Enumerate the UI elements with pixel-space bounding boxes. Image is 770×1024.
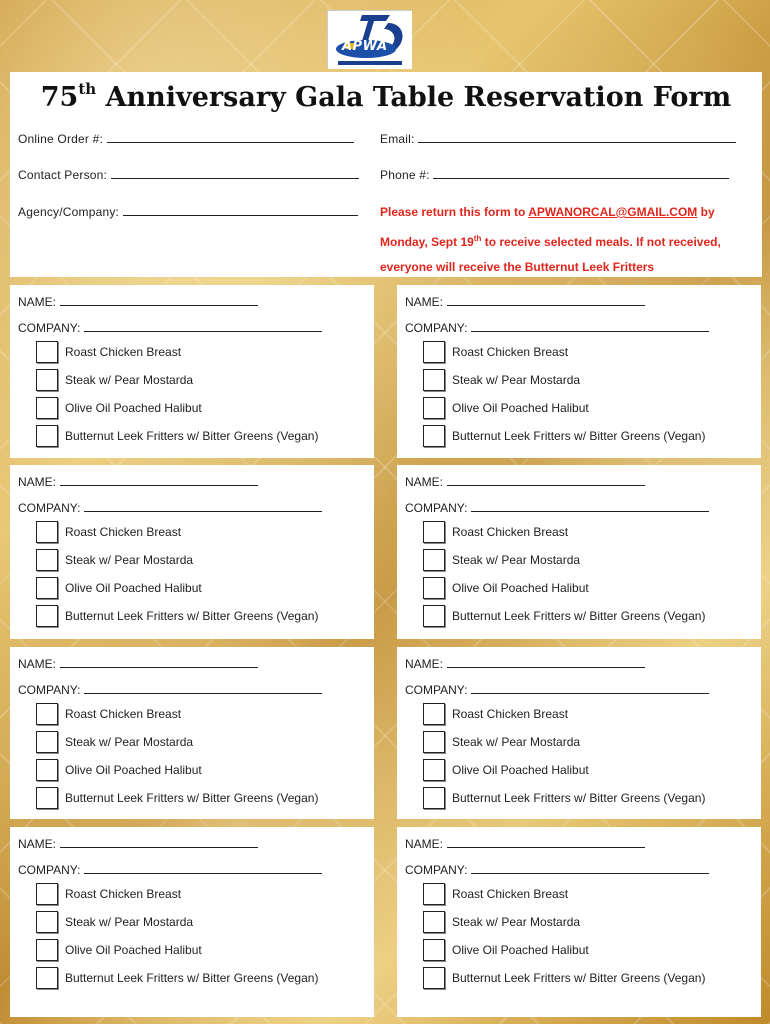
meal-option-label: Butternut Leek Fritters w/ Bitter Greens (Vegan) bbox=[452, 971, 706, 985]
meal-option-label: Roast Chicken Breast bbox=[452, 707, 569, 721]
guest-company-line[interactable] bbox=[471, 322, 709, 332]
phone-field[interactable] bbox=[380, 168, 729, 182]
contact-person-field[interactable] bbox=[18, 168, 359, 182]
guest-card bbox=[397, 647, 761, 819]
guest-name-label: NAME: bbox=[405, 295, 444, 309]
meal-checkbox[interactable] bbox=[36, 967, 58, 989]
meal-option-label: Roast Chicken Breast bbox=[452, 525, 569, 539]
meal-checkbox[interactable] bbox=[36, 911, 58, 933]
online-order-line[interactable] bbox=[107, 133, 354, 143]
meal-checkbox[interactable] bbox=[36, 549, 58, 571]
guest-name-field[interactable] bbox=[405, 837, 645, 851]
meal-checkbox[interactable] bbox=[36, 939, 58, 961]
meal-option-label: Olive Oil Poached Halibut bbox=[65, 763, 202, 777]
guest-name-label: NAME: bbox=[18, 295, 57, 309]
meal-checkbox[interactable] bbox=[423, 703, 445, 725]
meal-option-label: Steak w/ Pear Mostarda bbox=[65, 915, 194, 929]
guest-name-field[interactable] bbox=[405, 657, 645, 671]
guest-company-field[interactable] bbox=[18, 863, 322, 877]
meal-option[interactable] bbox=[423, 340, 568, 364]
form-title: 75th Anniversary Gala Table Reservation Form bbox=[40, 80, 732, 113]
guest-company-line[interactable] bbox=[84, 864, 322, 874]
guest-company-field[interactable] bbox=[18, 501, 322, 515]
meal-checkbox[interactable] bbox=[423, 731, 445, 753]
guest-card bbox=[10, 465, 374, 639]
guest-company-label: COMPANY: bbox=[405, 683, 468, 697]
guest-company-line[interactable] bbox=[471, 684, 709, 694]
guest-name-line[interactable] bbox=[447, 838, 645, 848]
guest-company-field[interactable] bbox=[405, 683, 709, 697]
meal-checkbox[interactable] bbox=[423, 787, 445, 809]
meal-option-label: Roast Chicken Breast bbox=[65, 707, 182, 721]
meal-option-label: Roast Chicken Breast bbox=[65, 887, 182, 901]
guest-name-field[interactable] bbox=[18, 475, 258, 489]
meal-option[interactable] bbox=[36, 424, 318, 448]
meal-option[interactable] bbox=[423, 424, 705, 448]
meal-checkbox[interactable] bbox=[423, 341, 445, 363]
meal-option-label: Butternut Leek Fritters w/ Bitter Greens (Vegan) bbox=[65, 429, 319, 443]
meal-option[interactable] bbox=[423, 730, 580, 754]
meal-option[interactable] bbox=[36, 604, 318, 628]
meal-checkbox[interactable] bbox=[423, 911, 445, 933]
guest-card bbox=[397, 827, 761, 1017]
meal-option-label: Steak w/ Pear Mostarda bbox=[65, 373, 194, 387]
meal-option-label: Olive Oil Poached Halibut bbox=[452, 763, 589, 777]
meal-checkbox[interactable] bbox=[423, 425, 445, 447]
meal-checkbox[interactable] bbox=[36, 759, 58, 781]
meal-option[interactable] bbox=[423, 786, 705, 810]
meal-option[interactable] bbox=[423, 758, 589, 782]
meal-option[interactable] bbox=[423, 966, 705, 990]
guest-card bbox=[397, 285, 761, 458]
meal-option-label: Roast Chicken Breast bbox=[452, 345, 569, 359]
meal-checkbox[interactable] bbox=[36, 341, 58, 363]
guest-company-label: COMPANY: bbox=[18, 501, 81, 515]
guest-company-line[interactable] bbox=[84, 502, 322, 512]
agency-line[interactable] bbox=[123, 206, 358, 216]
guest-name-line[interactable] bbox=[447, 296, 645, 306]
meal-option[interactable] bbox=[423, 882, 568, 906]
meal-option-label: Steak w/ Pear Mostarda bbox=[452, 373, 581, 387]
email-label: Email: bbox=[380, 132, 415, 146]
meal-option[interactable] bbox=[423, 604, 705, 628]
guest-company-field[interactable] bbox=[18, 321, 322, 335]
meal-option[interactable] bbox=[423, 368, 580, 392]
meal-option[interactable] bbox=[423, 548, 580, 572]
guest-company-field[interactable] bbox=[405, 321, 709, 335]
meal-option[interactable] bbox=[36, 548, 193, 572]
guest-company-field[interactable] bbox=[405, 863, 709, 877]
guest-card bbox=[10, 827, 374, 1017]
meal-option-label: Roast Chicken Breast bbox=[65, 525, 182, 539]
meal-checkbox[interactable] bbox=[36, 369, 58, 391]
guest-name-label: NAME: bbox=[405, 837, 444, 851]
guest-company-label: COMPANY: bbox=[405, 501, 468, 515]
meal-checkbox[interactable] bbox=[36, 605, 58, 627]
meal-option[interactable] bbox=[36, 396, 202, 420]
meal-option[interactable] bbox=[36, 340, 181, 364]
header-panel bbox=[10, 72, 762, 277]
guest-name-field[interactable] bbox=[405, 295, 645, 309]
meal-option-label: Roast Chicken Breast bbox=[452, 887, 569, 901]
contact-person-label: Contact Person: bbox=[18, 168, 108, 182]
meal-option-label: Olive Oil Poached Halibut bbox=[452, 943, 589, 957]
meal-checkbox[interactable] bbox=[423, 939, 445, 961]
email-line[interactable] bbox=[418, 133, 736, 143]
meal-option-label: Steak w/ Pear Mostarda bbox=[65, 735, 194, 749]
guest-company-label: COMPANY: bbox=[405, 863, 468, 877]
meal-checkbox[interactable] bbox=[36, 703, 58, 725]
meal-option[interactable] bbox=[423, 702, 568, 726]
guest-name-line[interactable] bbox=[60, 476, 258, 486]
agency-label: Agency/Company: bbox=[18, 205, 120, 219]
meal-checkbox[interactable] bbox=[36, 787, 58, 809]
guest-name-line[interactable] bbox=[60, 658, 258, 668]
meal-option-label: Butternut Leek Fritters w/ Bitter Greens (Vegan) bbox=[452, 609, 706, 623]
phone-label: Phone #: bbox=[380, 168, 430, 182]
guest-name-line[interactable] bbox=[447, 476, 645, 486]
guest-name-line[interactable] bbox=[447, 658, 645, 668]
meal-option-label: Butternut Leek Fritters w/ Bitter Greens (Vegan) bbox=[452, 429, 706, 443]
guest-company-line[interactable] bbox=[84, 684, 322, 694]
meal-option[interactable] bbox=[36, 938, 202, 962]
meal-option[interactable] bbox=[36, 910, 193, 934]
meal-checkbox[interactable] bbox=[423, 883, 445, 905]
phone-line[interactable] bbox=[433, 169, 729, 179]
meal-checkbox[interactable] bbox=[36, 521, 58, 543]
meal-checkbox[interactable] bbox=[423, 521, 445, 543]
meal-option[interactable] bbox=[36, 730, 193, 754]
meal-option[interactable] bbox=[36, 576, 202, 600]
meal-option-label: Steak w/ Pear Mostarda bbox=[452, 915, 581, 929]
meal-checkbox[interactable] bbox=[36, 731, 58, 753]
meal-checkbox[interactable] bbox=[36, 397, 58, 419]
meal-option-label: Butternut Leek Fritters w/ Bitter Greens (Vegan) bbox=[65, 971, 319, 985]
meal-option[interactable] bbox=[423, 910, 580, 934]
meal-checkbox[interactable] bbox=[423, 967, 445, 989]
meal-checkbox[interactable] bbox=[423, 577, 445, 599]
meal-option[interactable] bbox=[36, 882, 181, 906]
online-order-label: Online Order #: bbox=[18, 132, 104, 146]
meal-checkbox[interactable] bbox=[423, 369, 445, 391]
meal-option[interactable] bbox=[423, 396, 589, 420]
logo-text: APWA bbox=[342, 39, 388, 54]
guest-name-label: NAME: bbox=[405, 657, 444, 671]
meal-option[interactable] bbox=[36, 702, 181, 726]
meal-option-label: Olive Oil Poached Halibut bbox=[65, 581, 202, 595]
meal-checkbox[interactable] bbox=[36, 577, 58, 599]
meal-checkbox[interactable] bbox=[423, 549, 445, 571]
guest-name-label: NAME: bbox=[18, 475, 57, 489]
meal-option-label: Steak w/ Pear Mostarda bbox=[452, 553, 581, 567]
guest-card bbox=[10, 647, 374, 819]
guest-company-line[interactable] bbox=[84, 322, 322, 332]
meal-option-label: Olive Oil Poached Halibut bbox=[65, 401, 202, 415]
guest-name-field[interactable] bbox=[18, 657, 258, 671]
agency-field[interactable] bbox=[18, 205, 358, 219]
meal-option[interactable] bbox=[423, 576, 589, 600]
guest-card bbox=[397, 465, 761, 639]
meal-option[interactable] bbox=[36, 368, 193, 392]
meal-option[interactable] bbox=[36, 758, 202, 782]
guest-company-field[interactable] bbox=[405, 501, 709, 515]
guest-name-label: NAME: bbox=[18, 657, 57, 671]
meal-option[interactable] bbox=[36, 520, 181, 544]
guest-name-label: NAME: bbox=[18, 837, 57, 851]
guest-company-line[interactable] bbox=[471, 502, 709, 512]
meal-checkbox[interactable] bbox=[423, 397, 445, 419]
meal-option[interactable] bbox=[423, 520, 568, 544]
meal-checkbox[interactable] bbox=[423, 759, 445, 781]
meal-checkbox[interactable] bbox=[36, 425, 58, 447]
guest-company-line[interactable] bbox=[471, 864, 709, 874]
guest-name-field[interactable] bbox=[18, 837, 258, 851]
apwa-75-logo bbox=[327, 10, 411, 68]
meal-option-label: Steak w/ Pear Mostarda bbox=[65, 553, 194, 567]
guest-company-label: COMPANY: bbox=[405, 321, 468, 335]
meal-checkbox[interactable] bbox=[423, 605, 445, 627]
return-notice: Please return this form to APWANORCAL@GMAIL.COM by Monday, Sept 19th to receive selected meals. If not received, everyone will receive the Butternut Leek Fritters bbox=[380, 205, 721, 274]
contact-person-line[interactable] bbox=[111, 169, 359, 179]
contact-email-link[interactable]: APWANORCAL@GMAIL.COM bbox=[528, 205, 698, 219]
meal-option-label: Butternut Leek Fritters w/ Bitter Greens (Vegan) bbox=[65, 791, 319, 805]
meal-option[interactable] bbox=[423, 938, 589, 962]
online-order-field[interactable] bbox=[18, 132, 354, 146]
meal-option-label: Olive Oil Poached Halibut bbox=[452, 401, 589, 415]
guest-card bbox=[10, 285, 374, 458]
guest-company-field[interactable] bbox=[18, 683, 322, 697]
meal-option-label: Butternut Leek Fritters w/ Bitter Greens (Vegan) bbox=[452, 791, 706, 805]
email-field[interactable] bbox=[380, 132, 736, 146]
guest-name-field[interactable] bbox=[405, 475, 645, 489]
meal-checkbox[interactable] bbox=[36, 883, 58, 905]
guest-company-label: COMPANY: bbox=[18, 863, 81, 877]
guest-name-line[interactable] bbox=[60, 296, 258, 306]
meal-option-label: Olive Oil Poached Halibut bbox=[65, 943, 202, 957]
guest-name-line[interactable] bbox=[60, 838, 258, 848]
meal-option-label: Steak w/ Pear Mostarda bbox=[452, 735, 581, 749]
guest-company-label: COMPANY: bbox=[18, 683, 81, 697]
meal-option-label: Olive Oil Poached Halibut bbox=[452, 581, 589, 595]
meal-option[interactable] bbox=[36, 786, 318, 810]
meal-option[interactable] bbox=[36, 966, 318, 990]
meal-option-label: Roast Chicken Breast bbox=[65, 345, 182, 359]
guest-name-field[interactable] bbox=[18, 295, 258, 309]
guest-name-label: NAME: bbox=[405, 475, 444, 489]
meal-option-label: Butternut Leek Fritters w/ Bitter Greens (Vegan) bbox=[65, 609, 319, 623]
guest-company-label: COMPANY: bbox=[18, 321, 81, 335]
